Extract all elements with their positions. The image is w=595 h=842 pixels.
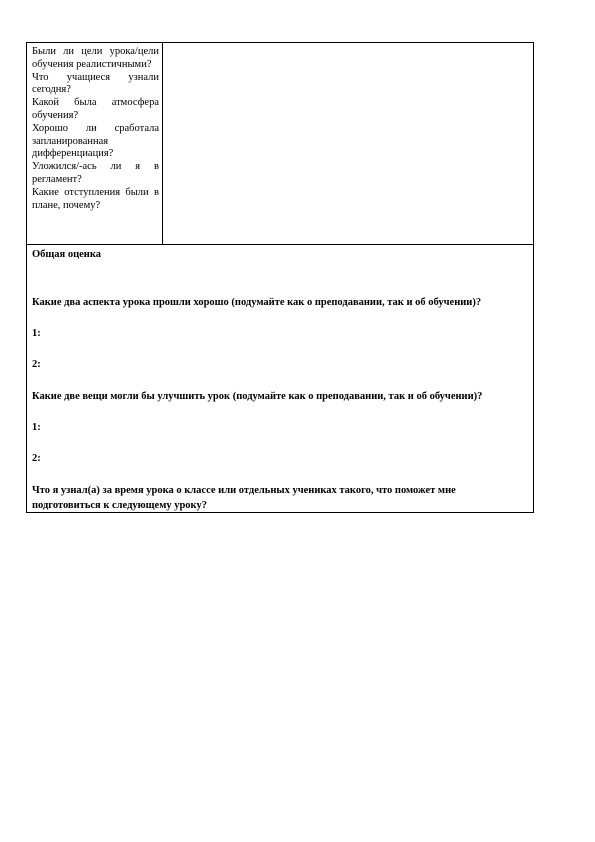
answer-label-1-1: 1: xyxy=(32,328,41,339)
overall-question-1: Какие два аспекта урока прошли хорошо (подумайте как о преподавании, так и об обучении)? xyxy=(32,297,482,308)
reflection-row xyxy=(27,43,533,245)
reflection-answer-cell[interactable] xyxy=(163,43,533,244)
reflection-question: Хорошо ли сработала запланированная дифференциация? xyxy=(32,122,159,160)
reflection-question: Какие отступления были в плане, почему? xyxy=(32,186,159,211)
overall-question-3: Что я узнал(а) за время урока о классе или отдельных учениках такого, что поможет мне подготовиться к следующему уроку? xyxy=(32,485,456,511)
reflection-question-list xyxy=(32,46,159,212)
answer-label-2-2: 2: xyxy=(32,453,41,464)
reflection-question: Уложился/-ась ли я в регламент? xyxy=(32,161,159,185)
answer-label-1-2: 2: xyxy=(32,359,41,370)
reflection-question: Были ли цели урока/цели обучения реалистичными? xyxy=(32,46,159,70)
lesson-reflection-table xyxy=(26,42,534,513)
overall-question-2: Какие две вещи могли бы улучшить урок (подумайте как о преподавании, так и об обучении)? xyxy=(32,391,483,402)
answer-label-2-1: 1: xyxy=(32,422,41,433)
overall-assessment-cell xyxy=(27,245,533,512)
overall-heading: Общая оценка xyxy=(32,249,101,260)
reflection-question: Что учащиеся узнали сегодня? xyxy=(32,71,159,96)
reflection-question: Какой была атмосфера обучения? xyxy=(32,97,159,121)
reflection-questions-cell xyxy=(27,43,163,244)
